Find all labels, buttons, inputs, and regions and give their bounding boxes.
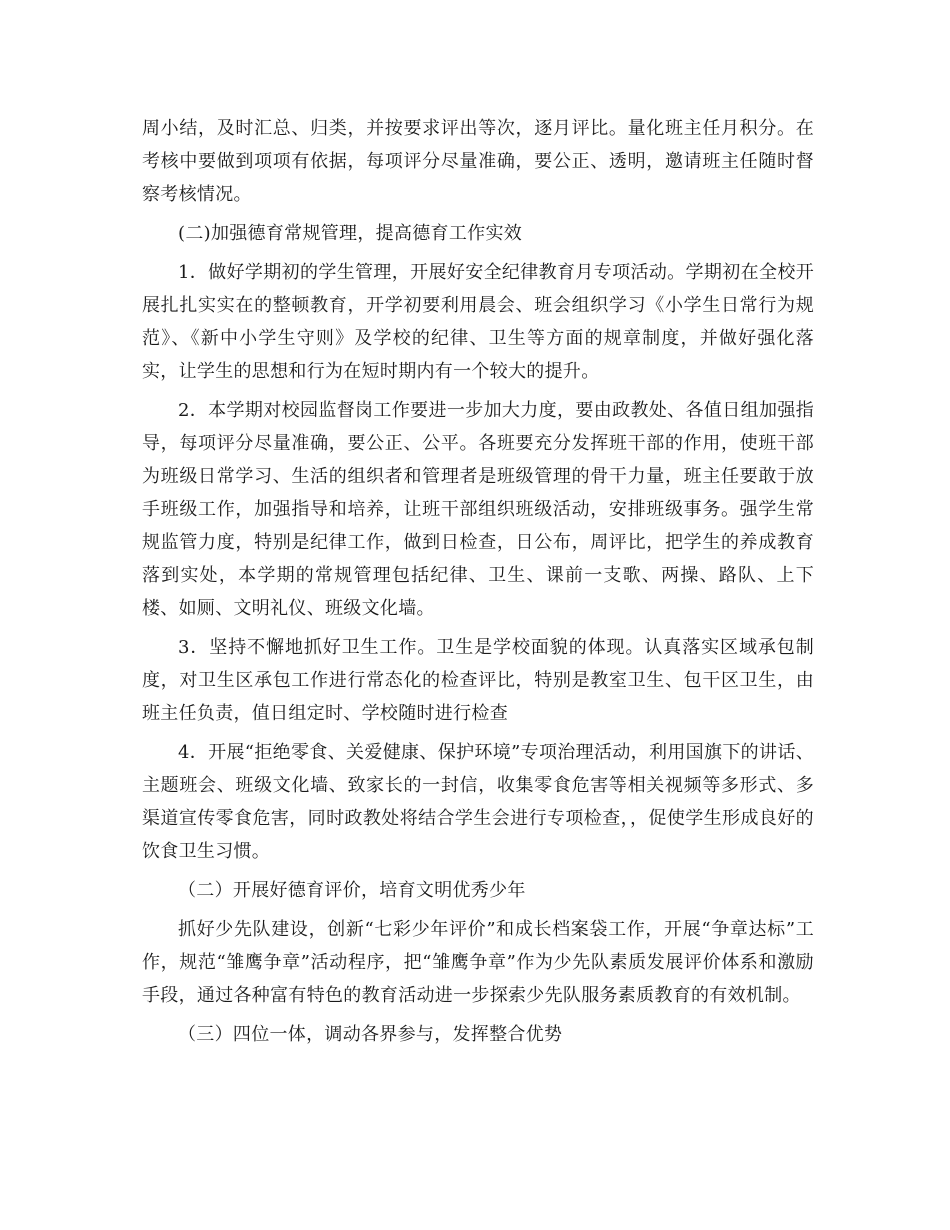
paragraph-item-1: 1．做好学期初的学生管理，开展好安全纪律教育月专项活动。学期初在全校开展扎扎实实在的整顿教育，开学初要利用晨会、班会组织学习《小学生日常行为规范》、《新中小学生守则》及学校的纪律、卫生等方面的规章制度，并做好强化落实，让学生的思想和行为在短时期内有一个较大的提升。	[142, 262, 814, 382]
document-page	[142, 112, 814, 1057]
section-heading-four-in-one: （三）四位一体，调动各界参与，发挥整合优势	[178, 1024, 563, 1045]
paragraph-item-3: 3．坚持不懈地抓好卫生工作。卫生是学校面貌的体现。认真落实区域承包制度，对卫生区承包工作进行常态化的检查评比，特别是教室卫生、包干区卫生，由班主任负责，值日组定时、学校随时进行检查	[142, 637, 814, 724]
paragraph-continuation: 周小结，及时汇总、归类，并按要求评出等次，逐月评比。量化班主任月积分。在考核中要做到项项有依据，每项评分尽量准确，要公正、透明，邀请班主任随时督察考核情况。	[142, 118, 814, 205]
section-heading-moral-evaluation: （二）开展好德育评价，培育文明优秀少年	[178, 880, 526, 901]
paragraph-item-2: 2．本学期对校园监督岗工作要进一步加大力度，要由政教处、各值日组加强指导，每项评分尽量准确，要公正、公平。各班要充分发挥班干部的作用，使班干部为班级日常学习、生活的组织者和管理者是班级管理的骨干力量，班主任要敢于放手班级工作，加强指导和培养，让班干部组织班级活动，安排班级事务。强学生常规监管力度，特别是纪律工作，做到日检查，日公布，周评比，把学生的养成教育落到实处，本学期的常规管理包括纪律、卫生、课前一支歌、两操、路队、上下楼、如厕、文明礼仪、班级文化墙。	[142, 400, 814, 619]
paragraph-young-pioneers: 抓好少先队建设，创新“七彩少年评价”和成长档案袋工作，开展“争章达标”工作，规范“雏鹰争章”活动程序，把“雏鹰争章”作为少先队素质发展评价体系和激励手段，通过各种富有特色的教育活动进一步探索少先队服务素质教育的有效机制。	[142, 919, 814, 1006]
paragraph-item-4: 4．开展“拒绝零食、关爱健康、保护环境”专项治理活动，利用国旗下的讲话、主题班会、班级文化墙、致家长的一封信，收集零食危害等相关视频等多形式、多渠道宣传零食危害，同时政教处将结合学生会进行专项检查，，促使学生形成良好的饮食卫生习惯。	[142, 742, 814, 862]
section-heading-strengthen-routine: (二)加强德育常规管理，提高德育工作实效	[178, 223, 523, 244]
